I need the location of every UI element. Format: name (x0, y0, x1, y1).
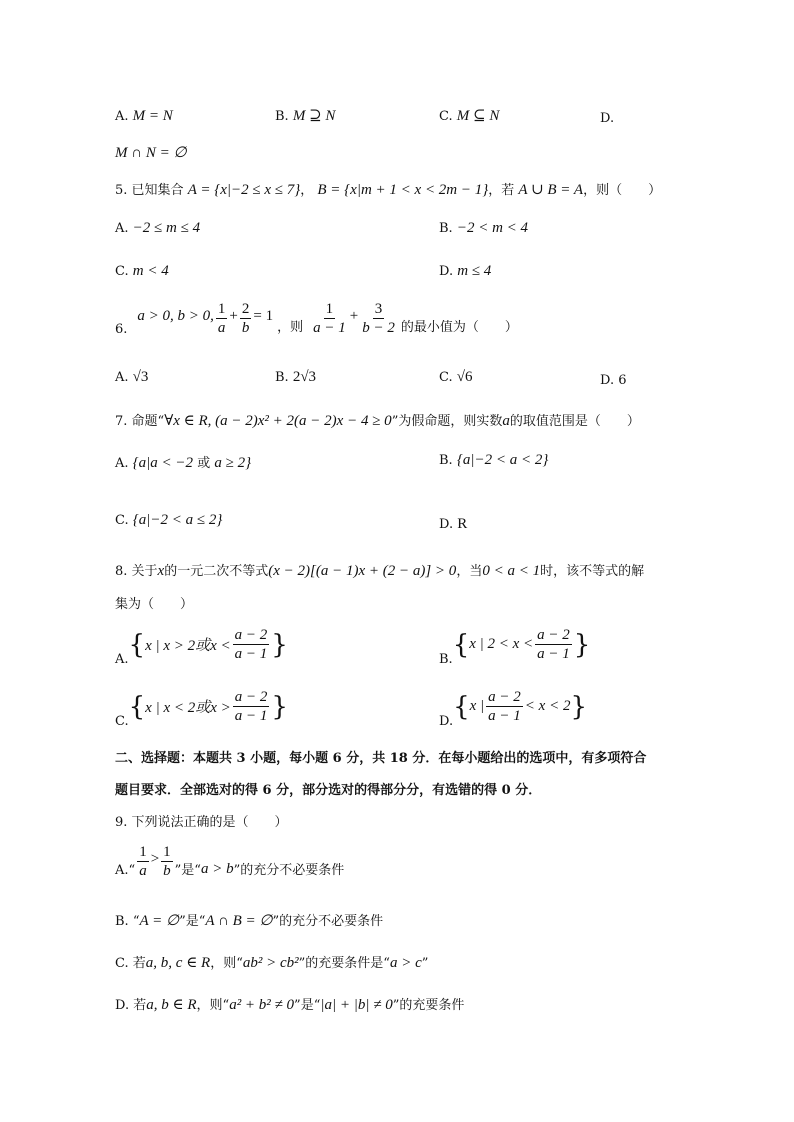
math: −2 < m < 4 (456, 220, 529, 236)
q9-option-c: C. 若a, b, c ∈ R，则“ab² > cb²”的充要条件是“a > c” (115, 955, 429, 971)
math: x | (469, 698, 485, 714)
q5-option-c: C. m < 4 (115, 263, 169, 279)
math: < x < 2 (524, 698, 571, 714)
math: M ⊆ N (456, 108, 500, 124)
q8-option-d: D. { x | $\frac{a - 2}{a - 1}$ < x < 2 } (439, 689, 587, 729)
math: |a| + |b| ≠ 0 (320, 997, 393, 1013)
math: a² + b² ≠ 0 (229, 997, 295, 1013)
fraction: $\frac{1}{a}$ (139, 844, 147, 879)
q7-option-c: C. {a|−2 < a ≤ 2} (115, 512, 223, 528)
math: B = {x|m + 1 < x < 2m − 1} (317, 182, 489, 198)
fraction: $\frac{3}{b - 2}$ (362, 301, 395, 336)
math: a, b ∈ R (146, 997, 197, 1013)
q9-option-d: D. 若a, b ∈ R，则“a² + b² ≠ 0”是“|a| + |b| ≠ 0”的充要条件 (115, 997, 465, 1013)
q4-option-a (115, 108, 173, 125)
q8-option-a: A. { x | x > 2或x < $\frac{a - 2}{a - 1}$ } (115, 627, 288, 667)
q4-option-d-label: D. (600, 111, 615, 126)
fraction: $\frac{a - 2}{a - 1}$ (488, 689, 521, 724)
math: {a|−2 < a ≤ 2} (132, 512, 223, 528)
math: ∀x ∈ R, (a − 2)x² + 2(a − 2)x − 4 ≥ 0 (164, 413, 392, 429)
fraction: $\frac{1}{b}$ (163, 844, 171, 879)
option-label: A. (115, 109, 129, 124)
q5-option-b: B. −2 < m < 4 (439, 220, 529, 236)
math: √6 (456, 369, 473, 385)
q9-option-b: B. “A = ∅”是“A ∩ B = ∅”的充分不必要条件 (115, 913, 384, 929)
q6-option-c: C. √6 (439, 369, 473, 385)
section-heading: 二、选择题：本题共 3 小题，每小题 6 分，共 18 分．在每小题给出的选项中，有多项符合 (115, 751, 647, 766)
math: R (457, 516, 468, 532)
math: M ⊇ N (292, 108, 336, 124)
section-heading-line2: 题目要求．全部选对的得 6 分，部分选对的得部分分，有选错的得 0 分． (115, 783, 542, 798)
q8-option-c: C. { x | x < 2或x > $\frac{a - 2}{a - 1}$ } (115, 689, 288, 729)
math: 2√3 (292, 369, 317, 385)
math: m ≤ 4 (457, 263, 492, 279)
math: {a|−2 < a < 2} (456, 452, 549, 468)
q4-option-d (115, 143, 187, 162)
math: x | x > 2或x < (145, 638, 231, 654)
q8-option-b: B. { x | 2 < x < $\frac{a - 2}{a - 1}$ } (439, 627, 591, 667)
q6-option-b: B. 2√3 (275, 369, 317, 385)
fraction: $\frac{a - 2}{a - 1}$ (537, 627, 570, 662)
fraction: $\frac{1}{a}$ (217, 301, 226, 336)
math: M = N (132, 108, 173, 124)
math: A = {x|−2 ≤ x ≤ 7} (187, 182, 301, 198)
fraction: $\frac{a - 2}{a - 1}$ (234, 627, 268, 662)
q7-stem: 7. 命题“∀x ∈ R, (a − 2)x² + 2(a − 2)x − 4 ≥ 0”为假命题，则实数a的取值范围是（ ） (115, 413, 640, 429)
math: a, b, c ∈ R (145, 955, 211, 971)
math: √3 (132, 369, 149, 385)
q6-option-a: A. √3 (115, 369, 149, 385)
option-label: B. (275, 109, 289, 124)
q7-option-b: B. {a|−2 < a < 2} (439, 452, 549, 468)
math: 0 < a < 1 (482, 563, 541, 579)
math: a > 0, b > 0, (137, 308, 214, 324)
q8-stem: 8. 关于x的一元二次不等式(x − 2)[(a − 1)x + (2 − a)] > 0，当0 < a < 1时，该不等式的解 (115, 563, 645, 579)
math: x | 2 < x < (469, 636, 534, 652)
math: a ≥ 2} (214, 455, 252, 471)
math: A ∪ B = A (518, 182, 584, 198)
q5-option-d: D. m ≤ 4 (439, 263, 492, 279)
math: {a|a < −2 (132, 455, 194, 471)
q7-option-d: D. R (439, 516, 468, 532)
option-label: C. (439, 109, 453, 124)
fraction: $\frac{a - 2}{a - 1}$ (234, 689, 268, 724)
fraction: $\frac{1}{a - 1}$ (313, 301, 346, 336)
math: A = ∅ (139, 913, 180, 929)
math: (x − 2)[(a − 1)x + (2 − a)] > 0 (268, 563, 457, 579)
q6-stem: 6. a > 0, b > 0, $\frac{1}{a}$ + $\frac{2}{b}$ = 1 ，则 $\frac{1}{a - 1}$ + $\frac{3}{b - 2}$ 的最小值为（ ） (115, 301, 518, 337)
math: a > b (200, 861, 234, 877)
math: x | x < 2或x > (145, 700, 231, 716)
math: M ∩ N = ∅ (115, 145, 187, 161)
q8-stem-line2: 集为（ ） (115, 597, 194, 612)
math: A ∩ B = ∅ (205, 913, 273, 929)
q4-option-b (275, 106, 335, 125)
q9-stem: 9. 下列说法正确的是（ ） (115, 815, 288, 830)
q5-stem: 5. 已知集合 A = {x|−2 ≤ x ≤ 7}， B = {x|m + 1 < x < 2m − 1}，若 A ∪ B = A，则（ ） (115, 182, 662, 198)
q7-option-a: A. {a|a < −2 或 a ≥ 2} (115, 455, 252, 471)
math: −2 ≤ m ≤ 4 (132, 220, 201, 236)
q6-option-d: D. 6 (600, 373, 627, 388)
math: a > c (389, 955, 422, 971)
q4-option-c (439, 106, 499, 125)
q9-option-a: A. “ $\frac{1}{a}$ > $\frac{1}{b}$ ”是“ a > b ”的充分不必要条件 (115, 844, 345, 879)
math: m < 4 (132, 263, 169, 279)
math: ab² > cb² (242, 955, 299, 971)
fraction: $\frac{2}{b}$ (241, 301, 250, 336)
q5-option-a: A. −2 ≤ m ≤ 4 (115, 220, 201, 236)
